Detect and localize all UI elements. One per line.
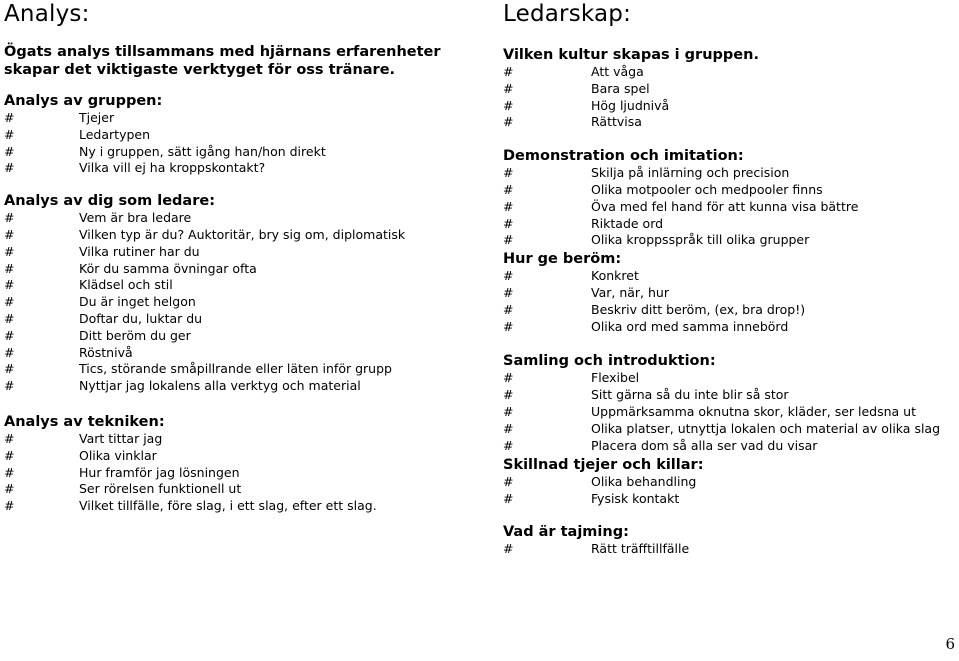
list-item: [4, 261, 474, 278]
list-item-text: Riktade ord: [591, 215, 664, 231]
list-item-text: Rättvisa: [591, 114, 642, 130]
section-skillnad: [503, 457, 955, 508]
list-item-text: Du är inget helgon: [79, 294, 196, 310]
list-item: [503, 199, 955, 216]
list-item-text: Olika platser, utnyttja lokalen och material av olika slag: [591, 420, 941, 436]
list-item-text: Nyttjar jag lokalens alla verktyg och material: [79, 378, 361, 394]
list-item: [4, 465, 474, 482]
right-column: [503, 0, 955, 558]
list-item: [4, 160, 474, 177]
section-title: Vad är tajming:: [503, 523, 629, 540]
hash-bullet: #: [4, 327, 15, 343]
list-item: [4, 210, 474, 227]
hash-bullet: #: [4, 243, 15, 259]
hash-bullet: #: [4, 361, 15, 377]
hash-bullet: #: [4, 378, 15, 394]
list-item: [503, 165, 955, 182]
hash-bullet: #: [503, 97, 514, 113]
list-item: [4, 448, 474, 465]
hash-bullet: #: [503, 284, 514, 300]
list-item-text: Beskriv ditt beröm, (ex, bra drop!): [591, 301, 806, 317]
list-item: [503, 541, 955, 558]
hash-bullet: #: [4, 344, 15, 360]
hash-bullet: #: [503, 232, 514, 248]
hash-bullet: #: [4, 447, 15, 463]
section-title: Samling och introduktion:: [503, 353, 716, 370]
hash-bullet: #: [4, 260, 15, 276]
hash-bullet: #: [503, 64, 514, 79]
section-analys-ledare: [4, 193, 474, 395]
list-item: [4, 294, 474, 311]
list-item: [503, 404, 955, 421]
list-item-text: Vilken typ är du? Auktoritär, bry sig om, diplomatisk: [79, 226, 406, 242]
section-demonstration: [503, 148, 955, 249]
hash-bullet: #: [503, 181, 514, 197]
list-item: [503, 114, 955, 131]
list-item: [4, 244, 474, 261]
list-item-text: Olika behandling: [591, 474, 697, 490]
list-item: [503, 216, 955, 233]
hash-bullet: #: [4, 226, 15, 242]
list-item-text: Uppmärksamma oknutna skor, kläder, ser ledsna ut: [591, 403, 917, 419]
section-title: Demonstration och imitation:: [503, 148, 744, 165]
hash-bullet: #: [503, 165, 514, 181]
list-item-text: Ledartypen: [79, 126, 151, 142]
section-tajming: [503, 524, 955, 558]
hash-bullet: #: [503, 370, 514, 386]
section-samling: [503, 353, 955, 454]
hash-bullet: #: [503, 491, 514, 507]
list-item-text: Vart tittar jag: [79, 430, 163, 446]
ledarskap-heading: Ledarskap:: [503, 1, 632, 27]
list-item-text: Ny i gruppen, sätt igång han/hon direkt: [79, 143, 326, 159]
list-item: [4, 110, 474, 127]
list-item: [503, 302, 955, 319]
list-item-text: Var, när, hur: [591, 284, 669, 300]
hash-bullet: #: [4, 126, 15, 142]
list-item-text: Olika motpooler och medpooler finns: [591, 181, 823, 197]
section-title: Hur ge beröm:: [503, 251, 622, 268]
section-title: Analys av tekniken:: [4, 413, 165, 430]
list-item-text: Skilja på inlärning och precision: [591, 165, 790, 181]
list-item: [503, 387, 955, 404]
hash-bullet: #: [503, 114, 514, 130]
list-item-text: Att våga: [591, 64, 644, 79]
hash-bullet: #: [503, 80, 514, 96]
hash-bullet: #: [503, 403, 514, 419]
list-item: [503, 285, 955, 302]
list-item: [503, 182, 955, 199]
list-item: [4, 227, 474, 244]
hash-bullet: #: [4, 430, 15, 446]
list-item-text: Rätt träfftillfälle: [591, 540, 690, 556]
list-item: [4, 431, 474, 448]
hash-bullet: #: [4, 294, 15, 310]
section-analys-gruppen: [4, 93, 474, 177]
list-item: [4, 328, 474, 345]
list-item: [4, 127, 474, 144]
list-item-text: Vilka vill ej ha kroppskontakt?: [79, 160, 266, 176]
list-item: [503, 319, 955, 336]
hash-bullet: #: [4, 110, 15, 125]
list-item-text: Vilket tillfälle, före slag, i ett slag, efter ett slag.: [79, 498, 377, 514]
section-kultur: [503, 47, 955, 131]
section-title: Analys av gruppen:: [4, 93, 163, 109]
hash-bullet: #: [4, 481, 15, 497]
section-title: Vilken kultur skapas i gruppen.: [503, 47, 759, 63]
list-item-text: Vem är bra ledare: [79, 210, 192, 226]
list-item-text: Tics, störande småpillrande eller läten inför grupp: [79, 361, 392, 377]
list-item-text: Placera dom så alla ser vad du visar: [591, 437, 818, 453]
hash-bullet: #: [503, 268, 514, 284]
list-item: [503, 438, 955, 455]
list-item-text: Hur framför jag lösningen: [79, 464, 240, 480]
hash-bullet: #: [4, 498, 15, 514]
hash-bullet: #: [503, 540, 514, 556]
list-item-text: Vilka rutiner har du: [79, 243, 200, 259]
list-item-text: Olika vinklar: [79, 447, 157, 463]
hash-bullet: #: [503, 420, 514, 436]
list-item-text: Ditt beröm du ger: [79, 327, 191, 343]
list-item: [503, 232, 955, 249]
hash-bullet: #: [503, 437, 514, 453]
list-item: [4, 311, 474, 328]
list-item: [503, 421, 955, 438]
list-item-text: Fysisk kontakt: [591, 491, 680, 507]
hash-bullet: #: [503, 387, 514, 403]
list-item-text: Hög ljudnivå: [591, 97, 670, 113]
hash-bullet: #: [4, 310, 15, 326]
list-item: [503, 491, 955, 508]
list-item-text: Ser rörelsen funktionell ut: [79, 481, 242, 497]
hash-bullet: #: [503, 318, 514, 334]
list-item-text: Öva med fel hand för att kunna visa bättre: [591, 198, 859, 214]
hash-bullet: #: [4, 277, 15, 293]
hash-bullet: #: [4, 160, 15, 176]
list-item: [503, 370, 955, 387]
list-item-text: Tjejer: [79, 110, 115, 125]
list-item-text: Klädsel och stil: [79, 277, 173, 293]
section-analys-tekniken: [4, 414, 474, 515]
list-item-text: Kör du samma övningar ofta: [79, 260, 257, 276]
analys-heading: Analys:: [4, 1, 90, 27]
list-item-text: Röstnivå: [79, 344, 133, 360]
list-item-text: Olika kroppsspråk till olika grupper: [591, 232, 810, 248]
list-item-text: Bara spel: [591, 80, 650, 96]
list-item: [4, 345, 474, 362]
list-item-text: Sitt gärna så du inte blir så stor: [591, 387, 789, 403]
list-item: [503, 474, 955, 491]
section-berom: [503, 251, 955, 335]
list-item-text: Olika ord med samma innebörd: [591, 318, 789, 334]
list-item: [4, 277, 474, 294]
page-number: 6: [945, 635, 955, 653]
list-item: [4, 481, 474, 498]
section-title: Analys av dig som ledare:: [4, 193, 215, 210]
list-item-text: Konkret: [591, 268, 639, 284]
list-item-text: Doftar du, luktar du: [79, 310, 203, 326]
list-item: [503, 81, 955, 98]
list-item: [4, 498, 474, 515]
intro-text: Ögats analys tillsammans med hjärnans erfarenheter skapar det viktigaste verktyget för oss tränare.: [4, 44, 441, 78]
list-item: [4, 378, 474, 395]
list-item: [503, 268, 955, 285]
list-item: [4, 361, 474, 378]
hash-bullet: #: [4, 143, 15, 159]
list-item: [503, 98, 955, 115]
section-title: Skillnad tjejer och killar:: [503, 457, 704, 474]
hash-bullet: #: [503, 198, 514, 214]
hash-bullet: #: [503, 215, 514, 231]
hash-bullet: #: [4, 210, 15, 226]
list-item: [503, 64, 955, 81]
hash-bullet: #: [503, 301, 514, 317]
hash-bullet: #: [503, 474, 514, 490]
list-item: [4, 144, 474, 161]
list-item-text: Flexibel: [591, 370, 640, 386]
hash-bullet: #: [4, 464, 15, 480]
left-column: [4, 0, 474, 515]
